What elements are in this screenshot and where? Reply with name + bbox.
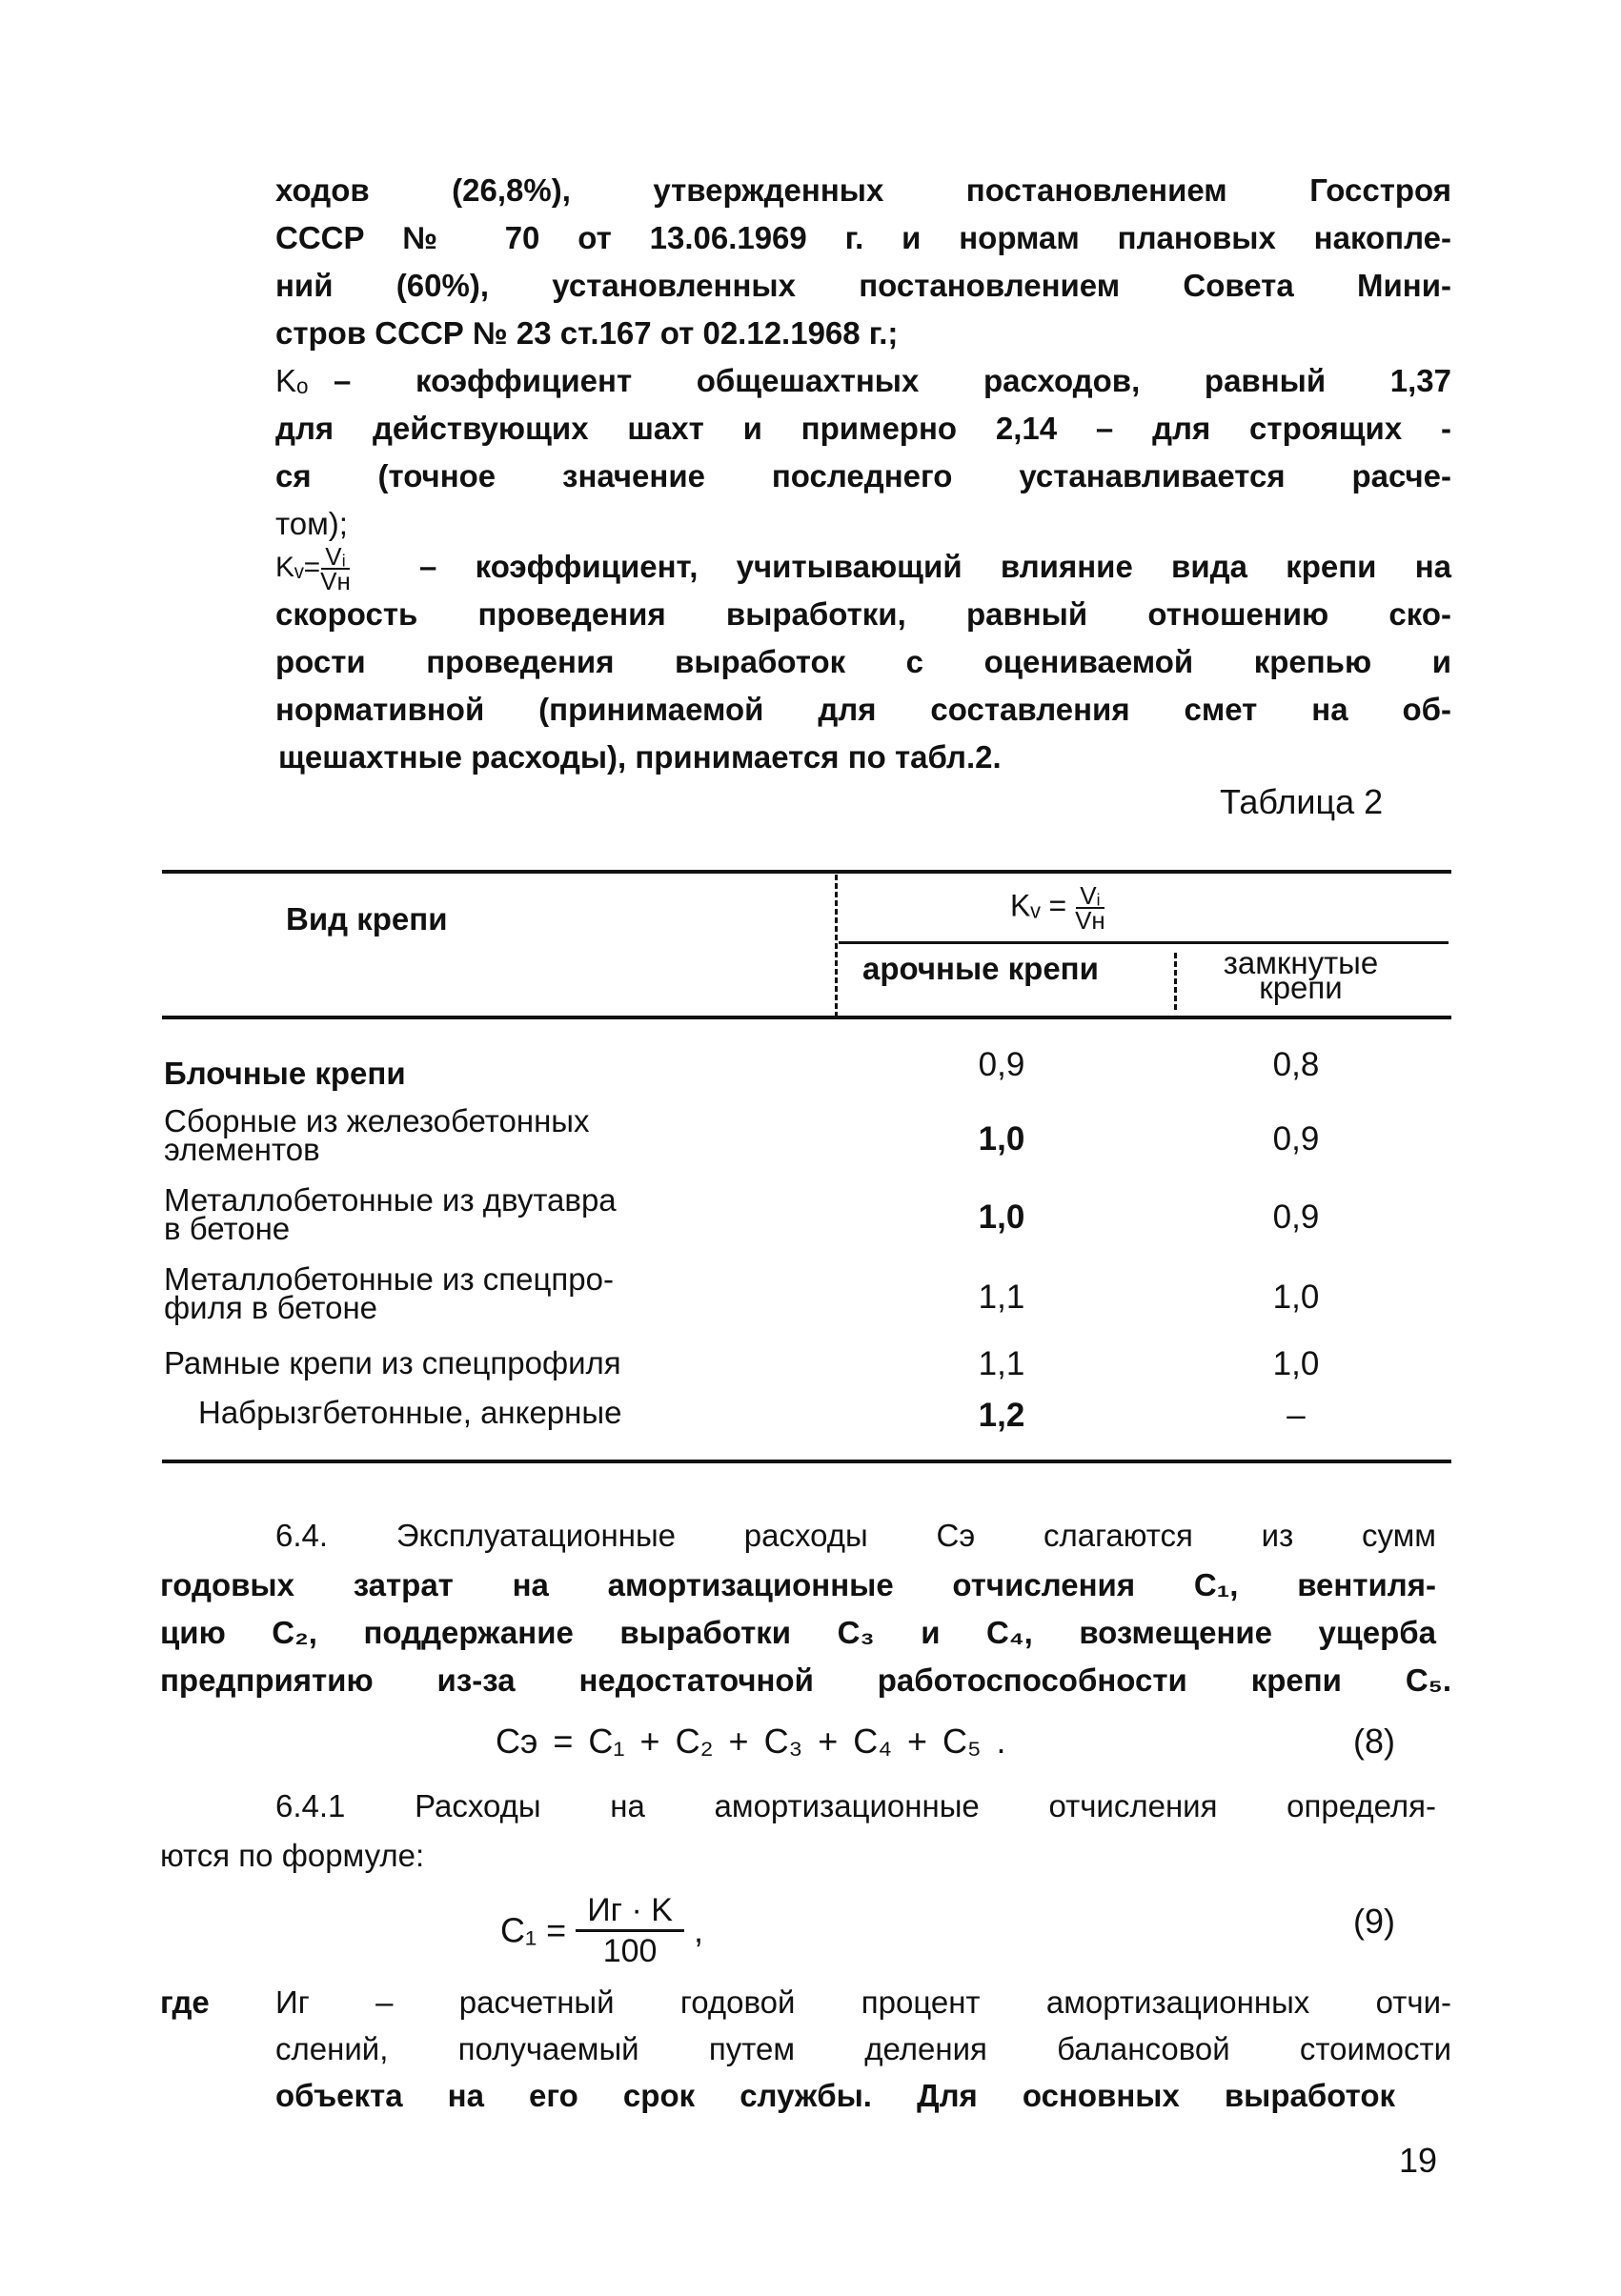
text-line: 6.4.1 Расходы на амортизационные отчисления определя- <box>275 1788 1436 1823</box>
kv-label: Kᵥ = <box>1010 888 1067 923</box>
row-label: Блочные крепи <box>164 1056 406 1091</box>
fraction-numerator: Vᵢ <box>1076 884 1104 909</box>
header-sub-rule <box>839 941 1449 944</box>
kv-fraction <box>1075 881 1105 935</box>
formula-8: Сэ = С₁ + С₂ + С₃ + С₄ + С₅ . <box>496 1722 1006 1761</box>
text-line: объекта на его срок службы. Для основных выработок <box>275 2078 1395 2113</box>
formula-9-number: (9) <box>1353 1902 1395 1941</box>
column-divider <box>1174 953 1177 1010</box>
table-top-rule <box>162 870 1451 874</box>
header-kv <box>1010 881 1105 935</box>
fraction-denominator: 100 <box>602 1933 658 1969</box>
text-line: Иг – расчетный годовой процент амортизационных отчи- <box>275 1984 1451 2020</box>
row-label: Металлобетонные из спецпро- <box>164 1261 614 1297</box>
fraction-numerator: Иг · K <box>576 1891 684 1932</box>
ko-symbol: Kₒ <box>275 363 309 398</box>
value-arch: 0,9 <box>978 1046 1025 1083</box>
where-label: где <box>160 1984 210 2020</box>
formula-9 <box>500 1891 703 1970</box>
row-label: Набрызгбетонные, анкерные <box>198 1395 622 1430</box>
table-caption: Таблица 2 <box>1220 782 1384 821</box>
text-line: ются по формуле: <box>160 1838 425 1873</box>
text-line: том); <box>275 506 348 541</box>
text-line: нормативной (принимаемой для составления смет на об- <box>275 692 1451 727</box>
row-label-cont: элементов <box>164 1132 320 1167</box>
value-arch: 1,1 <box>978 1345 1025 1382</box>
table-bottom-rule <box>162 1460 1451 1463</box>
text-line: предприятию из-за недостаточной работоспособности крепи С₅. <box>160 1662 1451 1698</box>
value-closed: 1,0 <box>1272 1279 1320 1316</box>
value-closed: 0,9 <box>1272 1120 1320 1158</box>
text-line: слений, получаемый путем деления балансовой стоимости <box>275 2031 1451 2066</box>
value-closed: 0,8 <box>1272 1046 1320 1083</box>
row-label-cont: в бетоне <box>164 1211 291 1246</box>
text-line: ходов (26,8%), утвержденных постановлением Госстроя <box>275 172 1451 208</box>
value-arch: 1,2 <box>978 1397 1025 1434</box>
kv-symbol: Kᵥ= <box>275 551 321 583</box>
text-line: щешахтные расходы), принимается по табл.2. <box>278 739 1002 775</box>
formula-lhs: С₁ = <box>500 1910 567 1950</box>
text-line: ся (точное значение последнего устанавливается расче- <box>275 458 1451 493</box>
kv-formula <box>275 542 351 595</box>
fraction-numerator: Vᵢ <box>321 545 349 570</box>
value-closed: – <box>1287 1397 1306 1434</box>
header-closed: замкнутые крепи <box>1223 945 1379 1005</box>
row-label: Сборные из железобетонных <box>164 1103 590 1138</box>
fraction-denominator: Vн <box>1075 906 1105 935</box>
value-arch: 1,0 <box>978 1198 1025 1236</box>
formula-comma: , <box>693 1910 703 1950</box>
fraction-denominator: Vн <box>320 567 351 595</box>
value-closed: 1,0 <box>1272 1345 1320 1382</box>
value-arch: 1,1 <box>978 1279 1025 1316</box>
row-label: Металлобетонные из двутавра <box>164 1182 617 1218</box>
text-line: 6.4. Эксплуатационные расходы Сэ слагаются из сумм <box>275 1518 1436 1553</box>
text-line: рости проведения выработок с оцениваемой крепью и <box>275 644 1451 679</box>
row-label-cont: филя в бетоне <box>164 1290 378 1325</box>
text-line: скорость проведения выработки, равный отношению ско- <box>275 596 1451 632</box>
header-arch: арочные крепи <box>862 951 1099 986</box>
text-line: – коэффициент общешахтных расходов, равный 1,37 <box>334 363 1451 398</box>
value-closed: 0,9 <box>1272 1198 1320 1236</box>
kv-fraction <box>320 542 351 595</box>
text-line: ний (60%), установленных постановлением Совета Мини- <box>275 268 1451 303</box>
value-arch: 1,0 <box>978 1120 1025 1158</box>
text-line: стров СССР № 23 ст.167 от 02.12.1968 г.; <box>275 315 899 351</box>
page-number: 19 <box>1399 2141 1438 2180</box>
formula-8-number: (8) <box>1353 1722 1395 1761</box>
column-divider <box>835 875 838 1017</box>
text-line: цию С₂, поддержание выработки С₃ и С₄, возмещение ущерба <box>160 1615 1436 1650</box>
text-line: СССР № 70 от 13.06.1969 г. и нормам плановых накопле- <box>275 220 1451 255</box>
header-support-type: Вид крепи <box>286 901 448 937</box>
text-line: – коэффициент, учитывающий влияние вида крепи на <box>419 549 1451 584</box>
row-label: Рамные крепи из спецпрофиля <box>164 1345 621 1380</box>
table-header-rule <box>162 1016 1451 1019</box>
formula-fraction <box>576 1891 684 1970</box>
text-line: для действующих шахт и примерно 2,14 – для строящих - <box>275 411 1451 446</box>
text-line: годовых затрат на амортизационные отчисления С₁, вентиля- <box>160 1567 1436 1602</box>
